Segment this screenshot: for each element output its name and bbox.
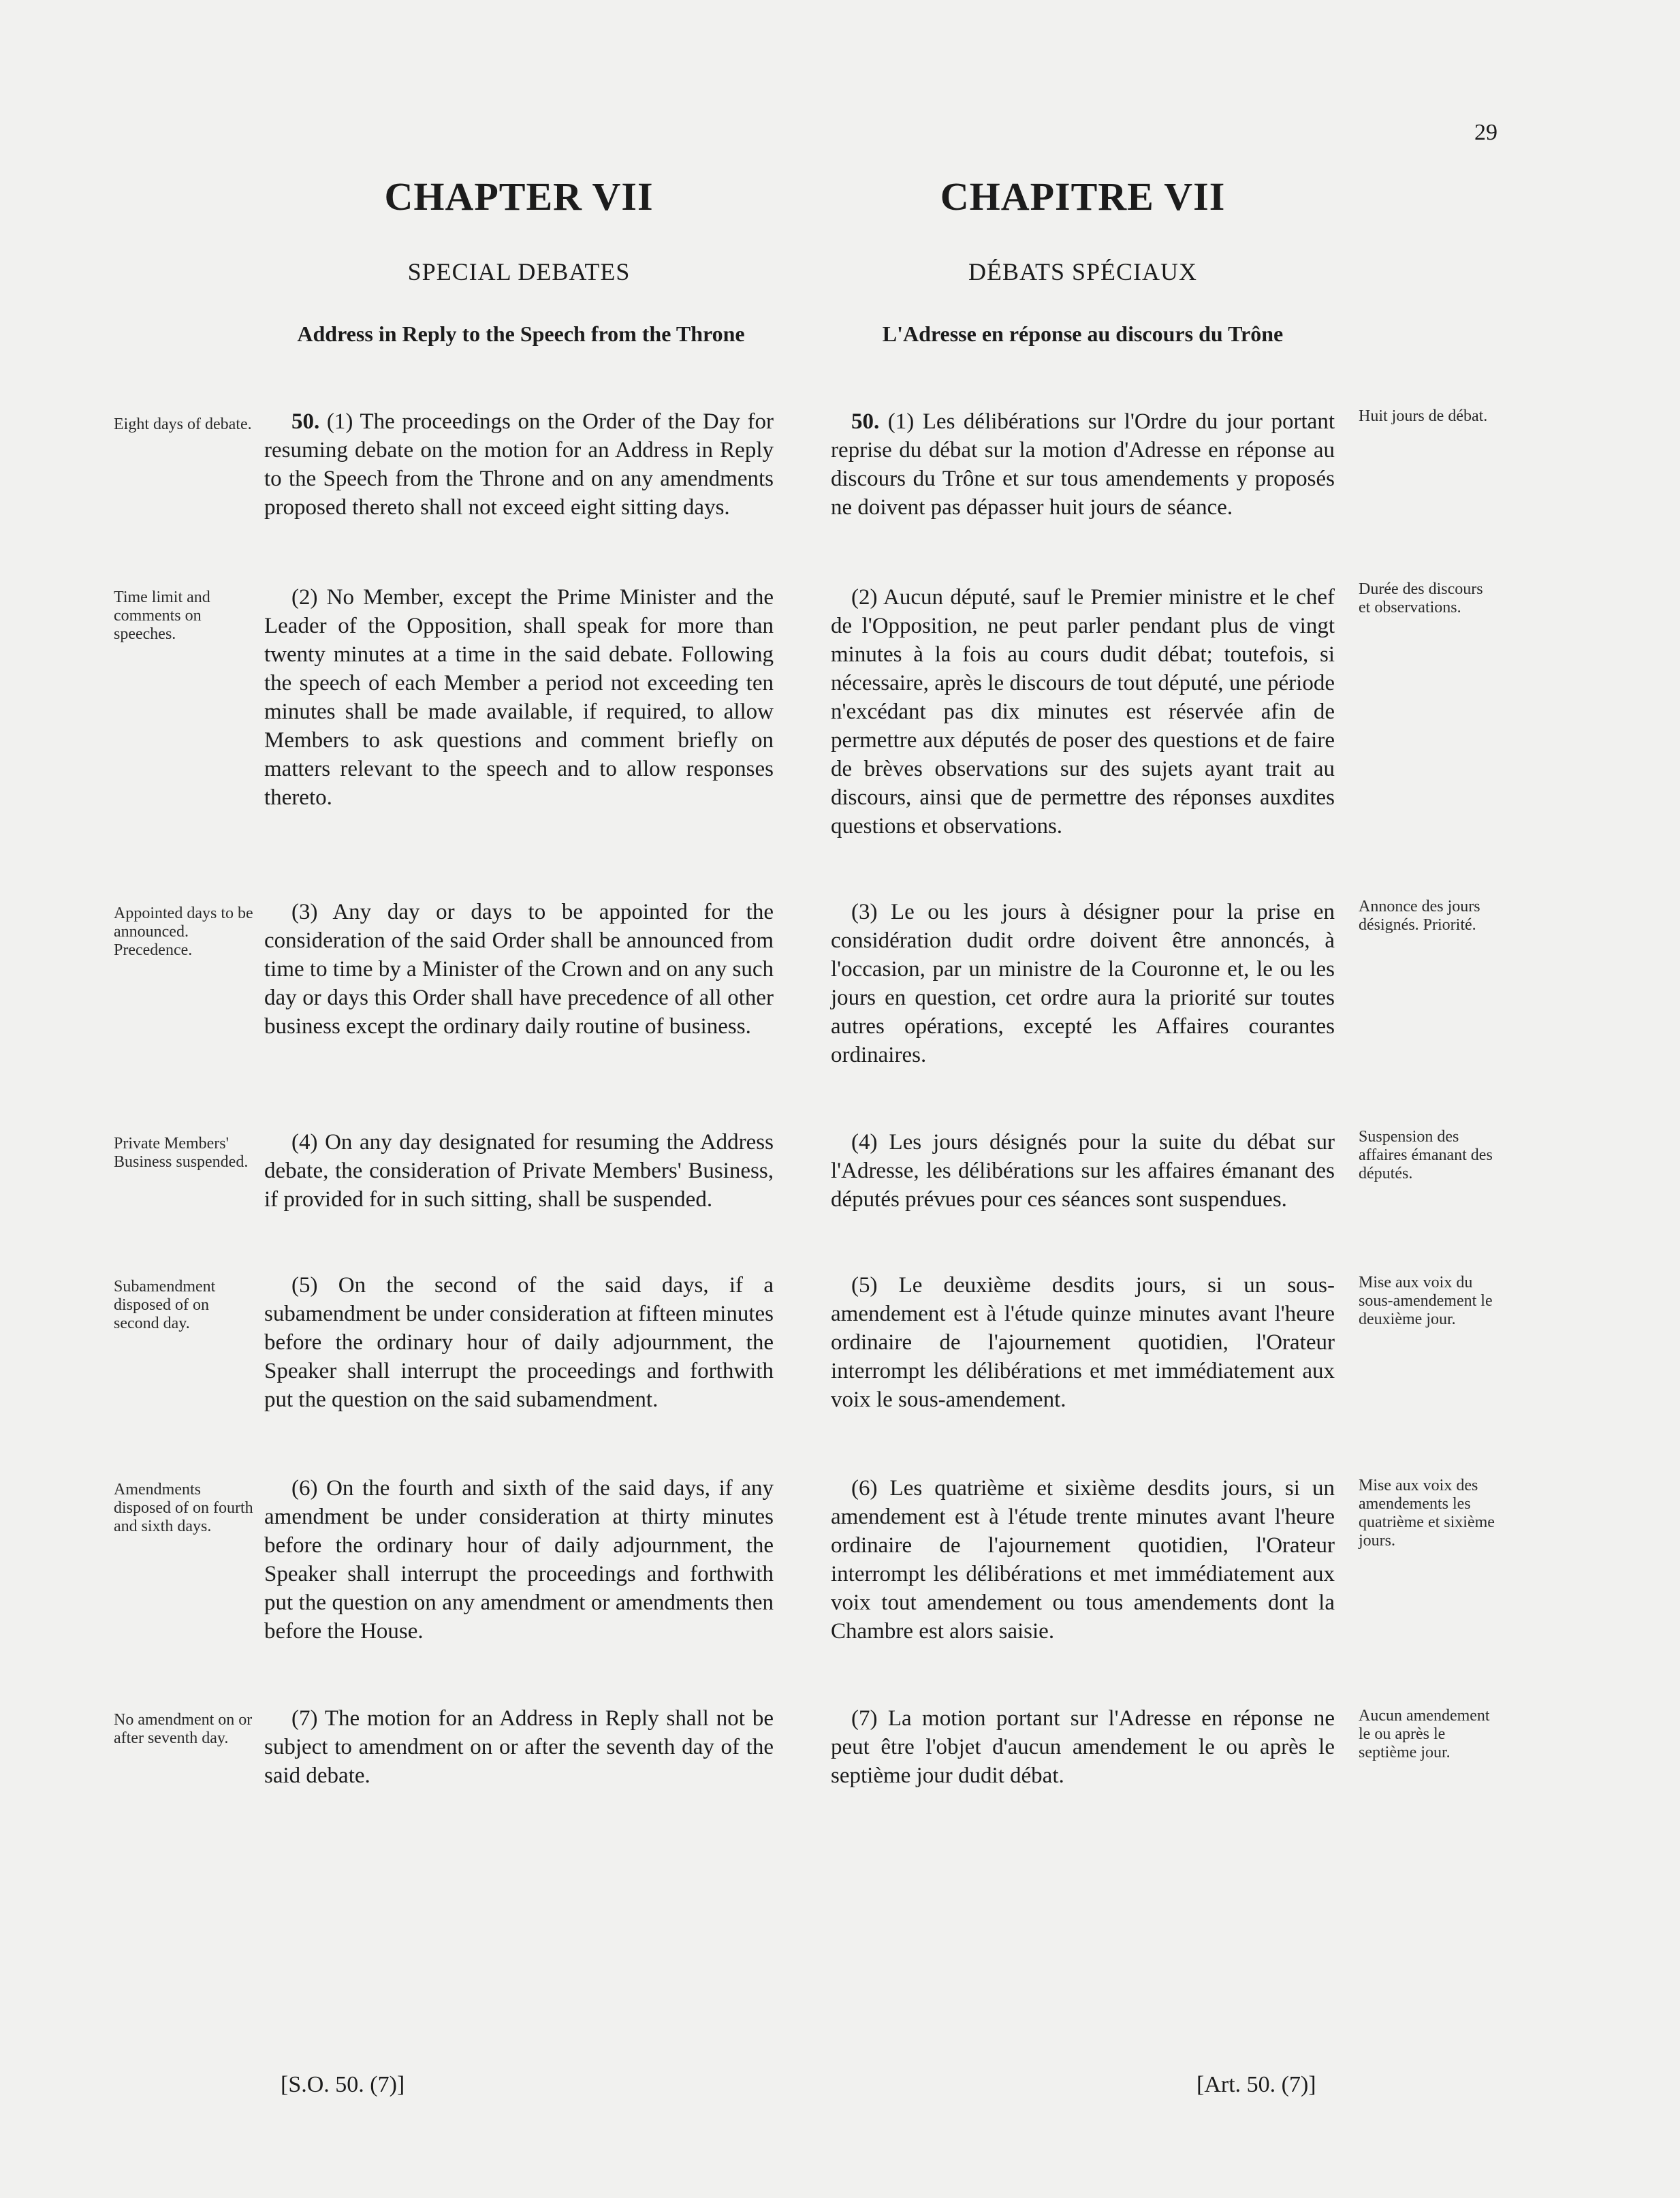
paragraph-en-2: (2) No Member, except the Prime Minister and the Leader of the Opposition, shall speak for more than twenty minutes at a time in the said debate. Following the speech of each Member a period not exceeding ten minutes shall be made available, if required, to allow Members to ask questions and comment briefly on matters relevant to the speech and to allow responses thereto. xyxy=(264,585,774,810)
chapter-subtitle-en: SPECIAL DEBATES xyxy=(407,258,631,285)
paragraph-en-4: (4) On any day designated for resuming the Address debate, the consideration of Private Members' Business, if provided for in such sitting, shall be suspended. xyxy=(264,1130,774,1212)
paragraph-en-3: (3) Any day or days to be appointed for the consideration of the said Order shall be announced from time to time by a Minister of the Crown and on any such day or days this Order shall have precedence of all other business except the ordinary daily routine of business. xyxy=(264,900,774,1039)
margin-note-fr-3: Annonce des jours désignés. Priorité. xyxy=(1359,898,1480,934)
paragraph-en-6: (6) On the fourth and sixth of the said days, if any amendment be under consideration at thirty minutes before the ordinary hour of daily adjournment, the Speaker shall interrupt the proceedings and forthwith put the question on any amendment or amendments then before the House. xyxy=(264,1476,774,1644)
paragraph-fr-6: (6) Les quatrième et sixième desdits jours, si un amendement est à l'étude trente minutes avant l'heure ordinaire de l'ajournement quotidien, l'Orateur interrompt les délibérations et met immédiatement aux voix tout amendement ou tous amendements dont la Chambre est alors saisie. xyxy=(831,1476,1335,1644)
chapter-title-en: CHAPTER VII xyxy=(384,174,654,219)
margin-note-en-2: Time limit and comments on speeches. xyxy=(114,588,210,643)
paragraph-fr-1 xyxy=(831,407,1335,522)
section-heading-en: Address in Reply to the Speech from the Throne xyxy=(297,321,745,346)
page-number: 29 xyxy=(1474,120,1497,145)
footer-reference-fr: [Art. 50. (7)] xyxy=(1196,2072,1316,2097)
margin-note-en-4: Private Members' Business suspended. xyxy=(114,1135,249,1171)
chapter-subtitle-fr: DÉBATS SPÉCIAUX xyxy=(968,258,1198,285)
paragraph-en-7: (7) The motion for an Address in Reply shall not be subject to amendment on or after the seventh day of the said debate. xyxy=(264,1706,774,1788)
margin-note-en-1: Eight days of debate. xyxy=(114,415,252,433)
margin-note-en-6: Amendments disposed of on fourth and sixth days. xyxy=(114,1481,253,1535)
section-number-en: 50. xyxy=(291,409,320,434)
paragraph-fr-5: (5) Le deuxième desdits jours, si un sous-amendement est à l'étude quinze minutes avant l'heure ordinaire de l'ajournement quotidien, l'Orateur interrompt les délibérations et met immédiatement aux voix le sous-amendement. xyxy=(831,1273,1335,1412)
paragraph-fr-7: (7) La motion portant sur l'Adresse en réponse ne peut être l'objet d'aucun amendement le ou après le septième jour dudit débat. xyxy=(831,1706,1335,1788)
margin-note-fr-1: Huit jours de débat. xyxy=(1359,407,1488,425)
section-number-fr: 50. xyxy=(851,409,880,434)
paragraph-en-1 xyxy=(264,407,774,522)
paragraph-text: (1) Les délibérations sur l'Ordre du jour portant reprise du débat sur la motion d'Adresse en réponse au discours du Trône et sur tous amendements y proposés ne doivent pas dépasser huit jours de séance. xyxy=(831,409,1335,520)
margin-note-en-3: Appointed days to be announced. Precedence. xyxy=(114,905,253,959)
margin-note-fr-7: Aucun amendement le ou après le septième jour. xyxy=(1359,1707,1490,1761)
margin-note-fr-4: Suspension des affaires émanant des députés. xyxy=(1359,1128,1493,1182)
margin-note-fr-2: Durée des discours et observations. xyxy=(1359,580,1483,616)
margin-note-en-7: No amendment on or after seventh day. xyxy=(114,1711,253,1747)
paragraph-text: (1) The proceedings on the Order of the Day for resuming debate on the motion for an Address in Reply to the Speech from the Throne and on any amendments proposed thereto shall not exceed eight sitting days. xyxy=(264,409,774,520)
chapter-title-fr: CHAPITRE VII xyxy=(940,174,1226,219)
paragraph-en-5: (5) On the second of the said days, if a subamendment be under consideration at fifteen minutes before the ordinary hour of daily adjournment, the Speaker shall interrupt the proceedings and forthwith put the question on the said subamendment. xyxy=(264,1273,774,1412)
paragraph-fr-4: (4) Les jours désignés pour la suite du débat sur l'Adresse, les délibérations sur les affaires émanant des députés prévues pour ces séances sont suspendues. xyxy=(831,1130,1335,1212)
paragraph-fr-2: (2) Aucun député, sauf le Premier ministre et le chef de l'Opposition, ne peut parler pendant plus de vingt minutes à la fois au cours dudit débat; toutefois, si nécessaire, après le discours de tout député, une période n'excédant pas dix minutes est réservée afin de permettre aux députés de poser des questions et de faire de brèves observations sur des sujets ayant trait au discours, ainsi que de permettre des réponses auxdites questions et observations. xyxy=(831,585,1335,838)
margin-note-fr-5: Mise aux voix du sous-amendement le deuxième jour. xyxy=(1359,1274,1493,1328)
margin-note-fr-6: Mise aux voix des amendements les quatrième et sixième jours. xyxy=(1359,1477,1495,1550)
section-heading-fr: L'Adresse en réponse au discours du Trône xyxy=(882,321,1284,346)
margin-note-en-5: Subamendment disposed of on second day. xyxy=(114,1278,216,1332)
paragraph-fr-3: (3) Le ou les jours à désigner pour la prise en considération dudit ordre doivent être annoncés, à l'occasion, par un ministre de la Couronne et, le ou les jours en question, cet ordre aura la priorité sur toutes autres opérations, excepté les Affaires courantes ordinaires. xyxy=(831,900,1335,1067)
footer-reference-en: [S.O. 50. (7)] xyxy=(281,2072,405,2097)
